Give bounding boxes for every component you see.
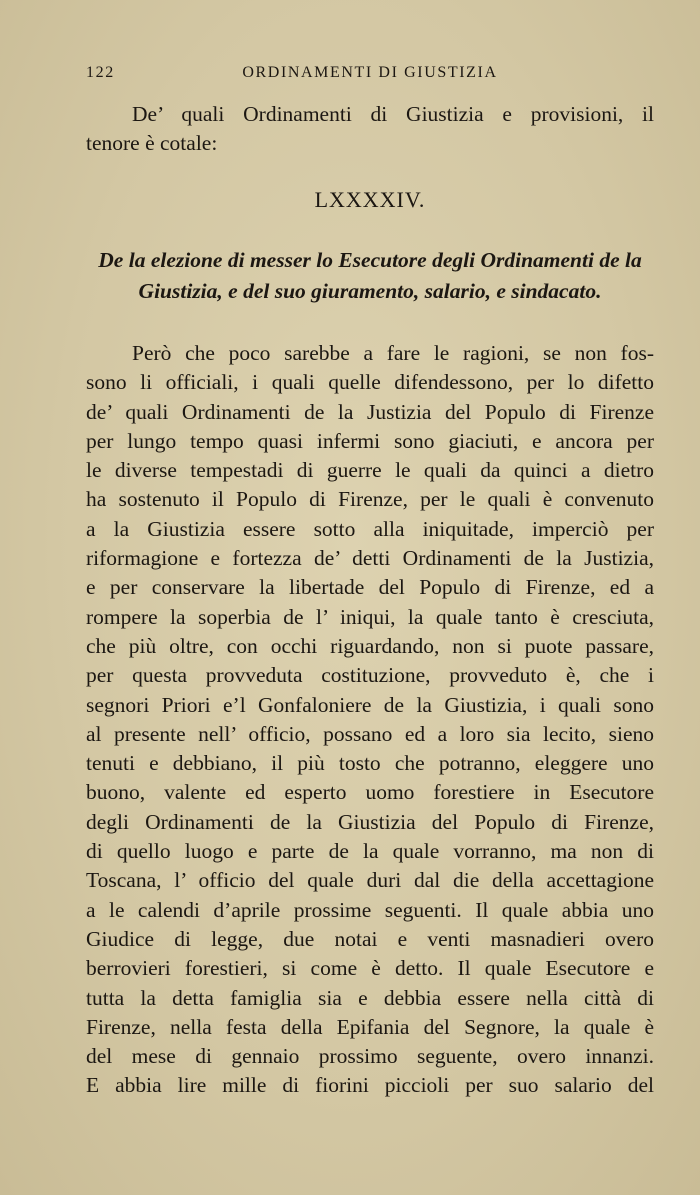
body-line: Toscana, l’ officio del quale duri dal die della accettagione xyxy=(86,868,654,893)
body-line: degli Ordinamenti de la Giustizia del Populo di Firenze, xyxy=(86,809,654,834)
chapter-rubric xyxy=(86,245,654,307)
body-paragraph xyxy=(86,339,654,1101)
body-line: le diverse tempestadi di guerre le quali da quinci a dietro xyxy=(86,458,654,483)
body-line: E abbia lire mille di fiorini piccioli per suo salario del xyxy=(86,1073,654,1098)
body-line: berrovieri forestieri, si come è detto. Il quale Esecutore e xyxy=(86,956,654,981)
body-line: Giudice di legge, due notai e venti masnadieri overo xyxy=(86,926,654,951)
page-header xyxy=(86,64,654,88)
rubric-line: Giustizia, e del suo giuramento, salario, e sindacato. xyxy=(138,279,602,303)
body-line: a la Giustizia essere sotto alla iniquitade, imperciò per xyxy=(86,516,654,541)
body-line: ha sostenuto il Populo di Firenze, per le quali è convenuto xyxy=(86,487,654,512)
chapter-heading: LXXXXIV. xyxy=(314,187,426,212)
rubric-line: De la elezione di messer lo Esecutore degli Ordinamenti de la xyxy=(98,248,642,272)
body-line: e per conservare la libertade del Populo di Firenze, ed a xyxy=(86,575,654,600)
body-line: a le calendi d’aprile prossime seguenti. Il quale abbia uno xyxy=(86,897,654,922)
body-line: sono li officiali, i quali quelle difendessono, per lo difetto xyxy=(86,370,654,395)
body-line: di quello luogo e parte de la quale vorranno, ma non di xyxy=(86,839,654,864)
body-line: tenuti e debbiano, il più tosto che potranno, eleggere uno xyxy=(86,751,654,776)
body-line: del mese di gennaio prossimo seguente, overo innanzi. xyxy=(86,1044,654,1069)
body-line: de’ quali Ordinamenti de la Justizia del Populo di Firenze xyxy=(86,399,654,424)
body-line: al presente nell’ officio, possano ed a loro sia lecito, sieno xyxy=(86,721,654,746)
body-line: rompere la soperbia de l’ iniqui, la quale tanto è cresciuta, xyxy=(86,604,654,629)
body-line: segnori Priori e’l Gonfaloniere de la Giustizia, i quali sono xyxy=(86,692,654,717)
body-line: Firenze, nella festa della Epifania del Segnore, la quale è xyxy=(86,1014,654,1039)
intro-line: tenore è cotale: xyxy=(86,131,218,156)
intro-paragraph xyxy=(86,100,654,159)
body-line: riformagione e fortezza de’ detti Ordinamenti de la Justizia, xyxy=(86,546,654,571)
body-line: tutta la detta famiglia sia e debbia essere nella città di xyxy=(86,985,654,1010)
intro-line: De’ quali Ordinamenti di Giustizia e provisioni, il xyxy=(132,102,654,126)
body-line: che più oltre, con occhi riguardando, non si puote passare, xyxy=(86,633,654,658)
body-line: per lungo tempo quasi infermi sono giaciuti, e ancora per xyxy=(86,428,654,453)
body-line: per questa provveduta costituzione, provveduto è, che i xyxy=(86,663,654,688)
body-line: buono, valente ed esperto uomo forestiere in Esecutore xyxy=(86,780,654,805)
page-number: 122 xyxy=(86,64,115,81)
running-head: ORDINAMENTI DI GIUSTIZIA xyxy=(242,64,498,81)
body-line: Però che poco sarebbe a fare le ragioni, se non fos- xyxy=(132,341,654,365)
